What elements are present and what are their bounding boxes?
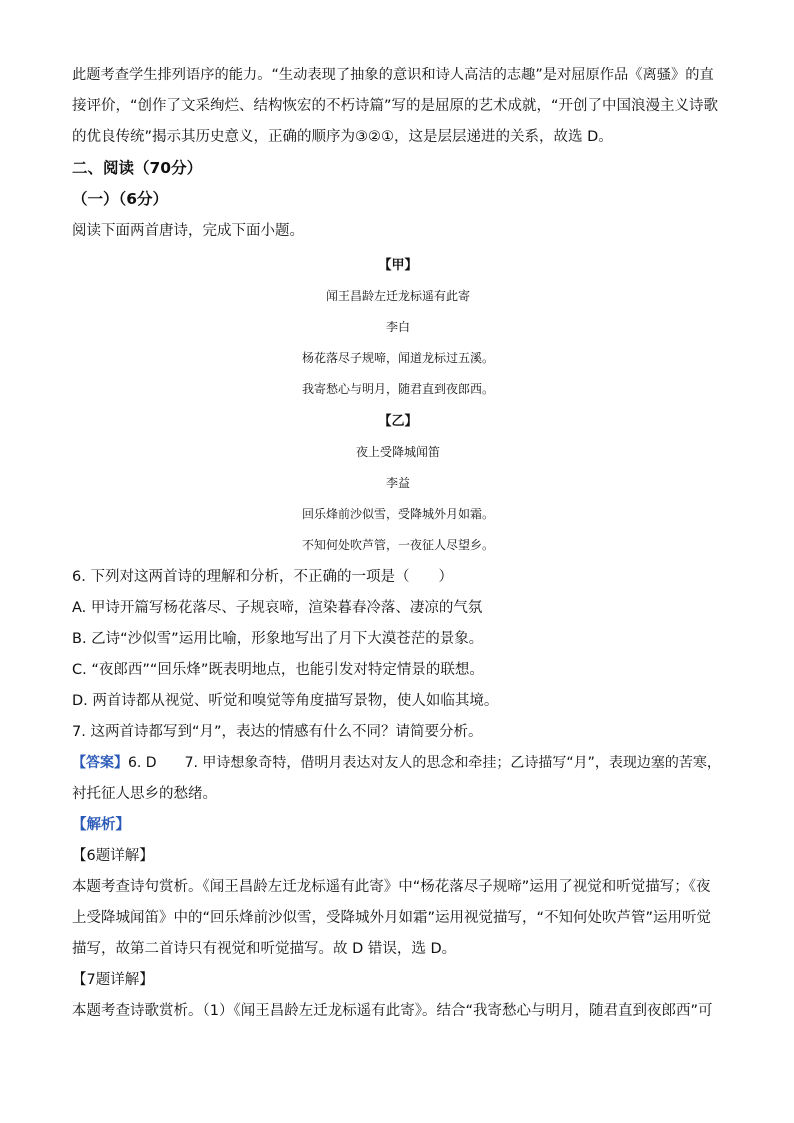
q6-detail-heading: 【6题详解】 bbox=[72, 848, 154, 864]
q7-detail-heading: 【7题详解】 bbox=[72, 972, 154, 988]
q6-detail-line-1: 本题考查诗句赏析。《闻王昌龄左迁龙标遥有此寄》中“杨花落尽子规啼”运用了视觉和听觉描写；《夜 bbox=[72, 879, 711, 895]
reading-instruction: 阅读下面两首唐诗，完成下面小题。 bbox=[72, 223, 304, 239]
intro-line-1: 此题考查学生排列语序的能力。“生动表现了抽象的意识和诗人高洁的志趣”是对屈原作品《离骚》的直 bbox=[72, 67, 714, 83]
q6-detail-line-2: 上受降城闻笛》中的“回乐烽前沙似雪，受降城外月如霜”运用视觉描写，“不知何处吹芦管”运用听觉 bbox=[72, 910, 712, 926]
answer-line-2: 衬托征人思乡的愁绪。 bbox=[72, 786, 217, 802]
subsection-title: （一）（6分） bbox=[72, 190, 169, 208]
poem-b-title: 夜上受降城闻笛 bbox=[355, 445, 440, 459]
section-title: 二、阅读（70分） bbox=[72, 159, 203, 177]
poem-b-author: 李益 bbox=[385, 476, 410, 490]
q6-option-c: C. “夜郎西”“回乐烽”既表明地点，也能引发对特定情景的联想。 bbox=[72, 662, 484, 678]
poem-a-tag: 【甲】 bbox=[378, 258, 418, 273]
answer-text: 6. D 7. 甲诗想象奇特，借明月表达对友人的思念和牵挂；乙诗描写“月”，表现边塞的苦寒， bbox=[128, 755, 721, 771]
q6-option-d: D. 两首诗都从视觉、听觉和嗅觉等角度描写景物，使人如临其境。 bbox=[72, 693, 499, 709]
answer-label: 【答案】 bbox=[72, 755, 128, 771]
q6-option-b: B. 乙诗“沙似雪”运用比喻，形象地写出了月下大漠苍茫的景象。 bbox=[72, 631, 484, 647]
poem-a-author: 李白 bbox=[385, 320, 410, 334]
analysis-label: 【解析】 bbox=[72, 817, 130, 833]
answer-line-1 bbox=[72, 748, 724, 779]
poem-b-line-2: 不知何处吹芦管，一夜征人尽望乡。 bbox=[301, 538, 494, 552]
poem-a-line-1: 杨花落尽子规啼，闻道龙标过五溪。 bbox=[301, 351, 494, 365]
poem-a-title: 闻王昌龄左迁龙标遥有此寄 bbox=[325, 289, 470, 303]
intro-line-2: 接评价，“创作了文采绚烂、结构恢宏的不朽诗篇”写的是屈原的艺术成就，“开创了中国浪漫主义诗歌 bbox=[72, 98, 719, 114]
poem-b-line-1: 回乐烽前沙似雪，受降城外月如霜。 bbox=[301, 507, 494, 521]
q7-stem: 7. 这两首诗都写到“月”，表达的情感有什么不同？请简要分析。 bbox=[72, 724, 483, 740]
q6-detail-line-3: 描写，故第二首诗只有视觉和听觉描写。故 D 错误，选 D。 bbox=[72, 941, 457, 957]
q6-stem: 6. 下列对这两首诗的理解和分析，不正确的一项是（ ） bbox=[72, 569, 453, 585]
q7-detail-line-1: 本题考查诗歌赏析。（1）《闻王昌龄左迁龙标遥有此寄》。结合“我寄愁心与明月，随君直到夜郎西”可 bbox=[72, 1003, 713, 1019]
poem-a-line-2: 我寄愁心与明月，随君直到夜郎西。 bbox=[301, 382, 494, 396]
intro-line-3: 的优良传统”揭示其历史意义，正确的顺序为③②①，这是层层递进的关系，故选 D。 bbox=[72, 129, 613, 145]
q6-option-a: A. 甲诗开篇写杨花落尽、子规哀啼，渲染暮春冷落、凄凉的气氛 bbox=[72, 600, 483, 616]
poem-b-tag: 【乙】 bbox=[378, 414, 418, 429]
